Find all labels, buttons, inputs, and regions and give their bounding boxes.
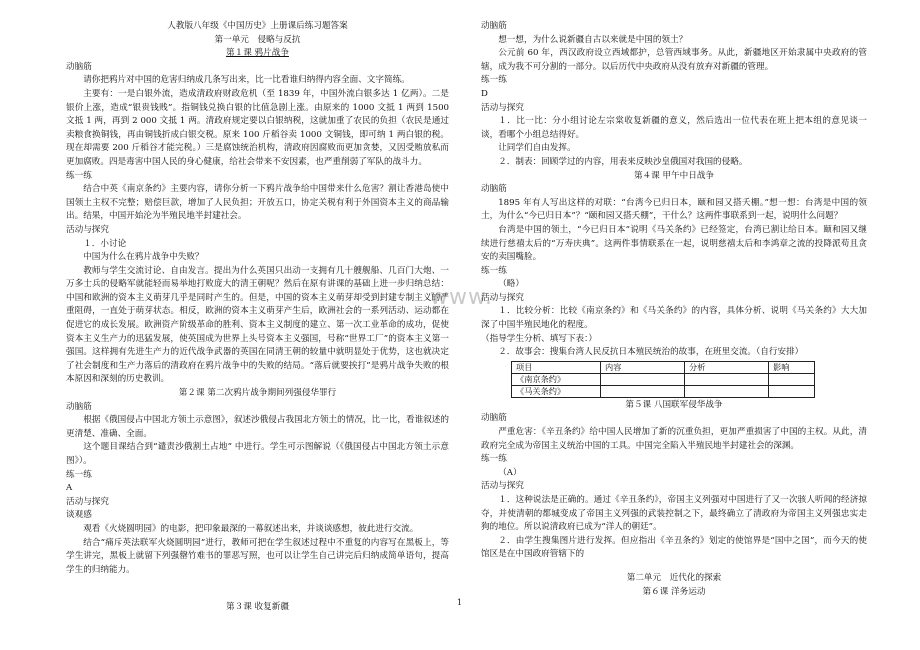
lesson-heading-3: 第３课 收复新疆	[226, 602, 289, 613]
paragraph: ２．制表：回顾学过的内容，用表来反映沙皇俄国对我国的侵略。	[498, 156, 748, 167]
paragraph: 结合“痛斥英法联军火烧圆明园”进行，教师可把在学生叙述过程中不重复的内容写在黑板上，等学生讲完，黑板上就留下列强罄竹难书的罪恶写照，也可以让学生自己讲完后归纳成简单语句，提高学生的归纳能力。	[66, 537, 449, 575]
answer: （A）	[498, 467, 522, 478]
paragraph: １．这种说法是正确的。通过《辛丑条约》，帝国主义列强对中国进行了又一次骇人听闻的经济掠夺，并使清朝的都城变成了帝国主义列强的武装控制之下，最终确立了清政府为帝国主义列强忠实走狗的地位。所以说清政府已成为“洋人的朝廷”。	[481, 495, 867, 533]
paragraph: １．比较分析：比较《南京条约》和《马关条约》的内容，具体分析、说明《马关条约》大大加深了中国半殖民地化的程度。	[481, 306, 867, 331]
paragraph: 主要有：一是白银外流，造成清政府财政危机（至 1839 年，中国外流白银多达 1 亿两）。二是银价上涨，造成“银贵钱贱”。指铜钱兑换白银的比值急剧上涨。由原来的 1000 文抵 1 两到 1500 文抵 1 两，再到 2 000 文抵 1 两。清政府规定要以白银纳税，这就加重了农民的负担（农民是通过卖粮食换铜钱，再由铜钱折成白银交税。原来 100 斤稻谷卖 1000 文铜钱，即可纳 1 两白银的税。现在却需要 200 斤稻谷才能完税。）三是腐蚀统治机构，清政府因腐败而更加贪婪，又因受贿放私而更加腐败。四是毒害中国人民的身心健康，给社会带来不安因素，也严重削弱了军队的战斗力。	[66, 88, 449, 167]
table-header-row	[512, 361, 815, 373]
paragraph: 1895 年有人写出这样的对联：“台湾今已归日本，颐和园又搭夭棚。”想一想：台湾是中国的领土，为什么“今已归日本”？“颐和园又搭夭棚”，干什么？这两件事联系到一起，说明什么问题？	[481, 197, 867, 222]
section-label: 活动与探究	[66, 224, 109, 235]
section-label: 练一练	[481, 75, 507, 86]
answer: A	[66, 483, 73, 494]
table-cell: 《南京条约》	[512, 373, 601, 385]
section-label: 练一练	[66, 469, 92, 480]
watermark: www.	[430, 285, 493, 310]
paragraph: 让同学们自由发挥。	[498, 143, 576, 154]
paragraph: （指导学生分析、填写下表：）	[481, 333, 598, 344]
right-column	[481, 20, 867, 599]
table-row	[512, 385, 815, 397]
left-column	[66, 20, 449, 615]
table-cell	[769, 373, 815, 385]
paragraph: 这个题目课结合到“谴责沙俄割土占地” 中进行。学生可示图解说（《俄国侵占中国北方领土示意图》）。	[66, 442, 449, 466]
paragraph: ２．由学生搜集图片进行发挥。但应指出《辛丑条约》划定的使馆界是“国中之国”，而今天的使馆区是在中国政府管辖下的	[481, 535, 867, 560]
lesson-heading-1: 第１课 鸦片战争	[226, 48, 289, 59]
table-cell: 《马关条约》	[512, 385, 601, 397]
section-label: 活动与探究	[481, 102, 524, 113]
treaty-comparison-table	[511, 361, 815, 398]
answer: D	[481, 88, 488, 99]
unit-heading-2: 第二单元 近代化的探索	[626, 572, 722, 583]
lesson-heading-4: 第４课 甲午中日战争	[633, 170, 715, 181]
section-label: 动脑筋	[481, 21, 507, 31]
paragraph: 严重危害：《辛丑条约》给中国人民增加了新的沉重负担，更加严重损害了中国的主权。从此，清政府完全成为帝国主义统治中国的工具。中国完全陷入半殖民地半封建社会的深渊。	[481, 427, 867, 451]
paragraph: 结合中英《南京条约》主要内容，请你分析一下鸦片战争给中国带来什么危害？割让香港岛使中国领土主权不完整；赔偿巨款，增加了人民负担；开放五口，协定关税有利于外国资本主义的商品输出。结果，中国开始沦为半殖民地半封建社会。	[66, 184, 449, 222]
paragraph: 请你把鸦片对中国的危害归纳成几条写出来，比一比看谁归纳得内容全面、文字简练。	[83, 75, 410, 86]
table-cell	[769, 385, 815, 397]
table-cell	[601, 373, 685, 385]
table-cell	[601, 385, 685, 397]
paragraph: １．小讨论	[83, 238, 127, 249]
answer: （略）	[498, 279, 524, 290]
lesson-heading-5: 第５课 八国联军侵华战争	[625, 399, 723, 410]
section-label: 练一练	[481, 454, 507, 465]
section-label: 活动与探究	[481, 481, 524, 492]
paragraph: 公元前 60 年，西汉政府设立西域都护，总管西域事务。从此，新疆地区开始隶属中央政府的管辖，成为我不可分割的一部分。以后历代中央政府从没有放弃对新疆的管理。	[481, 48, 867, 72]
section-label: 活动与探究	[66, 496, 109, 507]
section-label: 练一练	[481, 265, 507, 276]
page-number: 1	[457, 598, 463, 607]
section-label: 活动与探究	[481, 292, 524, 303]
paragraph: 观看《火烧圆明园》的电影，把印象最深的一幕叙述出来，并谈谈感想，彼此进行交流。	[83, 523, 419, 534]
section-label: 谈观感	[66, 510, 92, 521]
table-header-cell: 内容	[601, 361, 685, 373]
section-label: 动脑筋	[481, 413, 507, 424]
paragraph: 台湾是中国的领土，“今已归日本”说明《马关条约》已经签定，台湾已割让给日本。颐和园又继续进行慈禧太后的“万寿庆典”。这两件事情联系在一起，说明慈禧太后和李鸿章之流的投降派苟且贪安的卖国嘴脸。	[481, 224, 867, 263]
table-header-cell: 分析	[685, 361, 769, 373]
paragraph: 想一想，为什么说新疆自古以来就是中国的领土？	[498, 34, 688, 45]
paragraph: 根据《俄国侵占中国北方领土示意图》，叙述沙俄侵占我国北方领土的情况，比一比，看谁叙述的更清楚、准确、全面。	[66, 415, 449, 439]
paragraph: 教师与学生交流讨论、自由发言。提出为什么英国只出动一支拥有几十艘舰船、几百门大炮、一万多士兵的侵略军就能轻而易举地打败庞大的清王朝呢？然后在原有讲课的基础上进一步归纳总结：中国和欧洲的资本主义萌芽几乎是同时产生的。但是，中国的资本主义萌芽却受到封建专制主义的严重阻碍，一直处于萌芽状态。相反，欧洲的资本主义萌芽产生后，欧洲社会的一系列活动、运动都在促进它的成长发展。欧洲资产阶级革命的胜利、资本主义制度的建立、第一次工业革命的成功，促使资本主义生产力的迅猛发展，使英国成为世界上头号资本主义强国，号称“世界工厂”的资本主义第一强国。这样拥有先进生产力的近代战争武器的英国在同清王朝的较量中就明显处于优势，这也就决定了社会制度和生产力落后的清政府在鸦片战争中的失败的结局。“落后就要挨打”是鸦片战争失败的根本原因和深刻的历史教训。	[66, 265, 449, 385]
lesson-heading-2: 第２课 第二次鸦片战争期间列强侵华罪行	[178, 388, 337, 399]
document-title: 人教版八年级《中国历史》上册课后练习题答案	[167, 21, 348, 31]
section-label: 练一练	[66, 170, 92, 181]
table-header-cell: 项目	[512, 361, 601, 373]
table-cell	[685, 385, 769, 397]
table-cell	[685, 373, 769, 385]
paragraph: 中国为什么在鸦片战争中失败？	[83, 252, 204, 263]
section-label: 动脑筋	[66, 61, 92, 72]
section-label: 动脑筋	[481, 184, 507, 195]
unit-heading-1: 第一单元 侵略与反抗	[214, 34, 301, 45]
table-header-cell: 影响	[769, 361, 815, 373]
paragraph: １．比一比：分小组讨论左宗棠收复新疆的意义，然后选出一位代表在班上把本组的意见谈一谈，看哪个小组总结得好。	[481, 116, 867, 140]
table-row	[512, 373, 815, 385]
section-label: 动脑筋	[66, 401, 92, 412]
paragraph: ２．故事会：搜集台湾人民反抗日本殖民统治的故事，在班里交流。（自行安排）	[498, 347, 804, 358]
lesson-heading-6: 第６课 洋务运动	[642, 586, 706, 597]
